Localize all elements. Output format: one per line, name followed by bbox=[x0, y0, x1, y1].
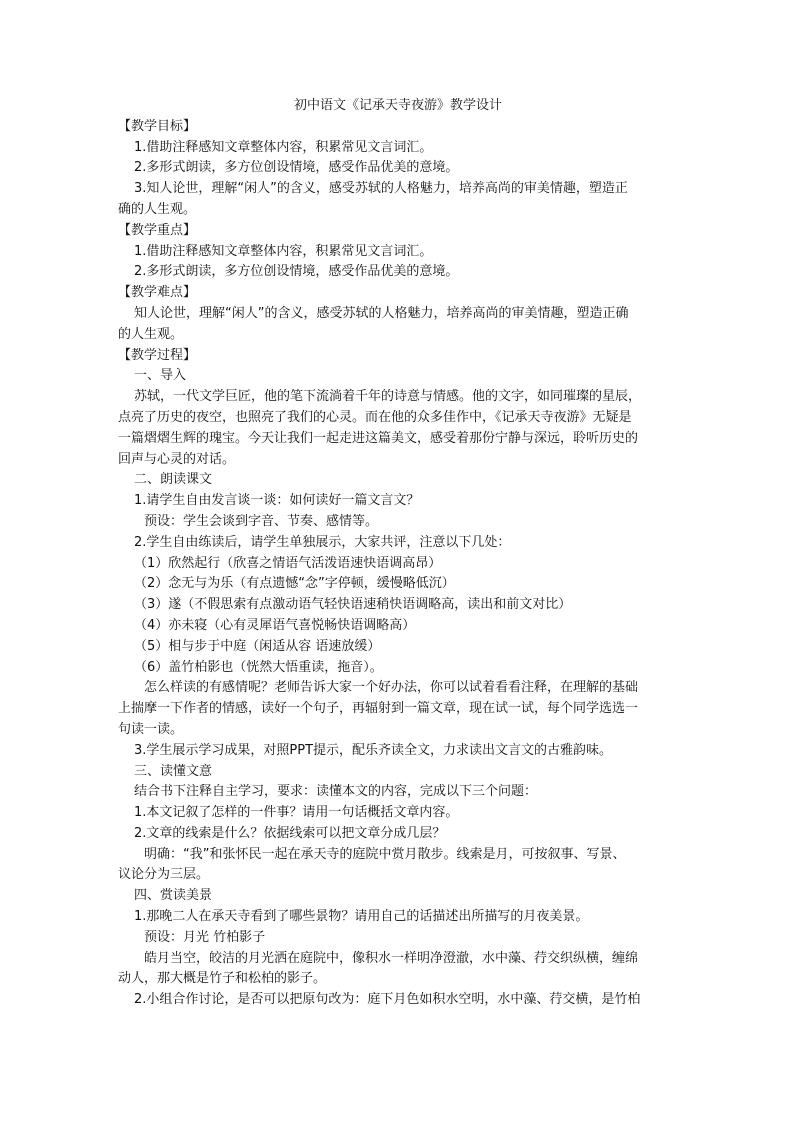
text-line: （5）相与步于中庭（闲适从容 语速放缓） bbox=[134, 638, 381, 654]
text-line: 2.多形式朗读，多方位创设情境，感受作品优美的意境。 bbox=[134, 264, 459, 280]
text-line: 上揣摩一下作者的情感，读好一个句子，再辐射到一篇文章，现在试一试，每个同学选选一 bbox=[118, 701, 639, 717]
text-line: 议论分为三层。 bbox=[118, 867, 210, 883]
text-line: 2.学生自由练读后，请学生单独展示，大家共评，注意以下几处： bbox=[134, 534, 511, 550]
text-line: 【教学过程】 bbox=[118, 347, 197, 363]
text-line: （1）欣然起行（欣喜之情语气活泼语速快语调高昂） bbox=[134, 555, 442, 571]
text-line: 3.学生展示学习成果，对照PPT提示，配乐齐读全文，力求读出文言文的古雅韵味。 bbox=[134, 742, 613, 758]
text-line: 点亮了历史的夜空，也照亮了我们的心灵。而在他的众多佳作中，《记承天寺夜游》无疑是 bbox=[118, 409, 632, 425]
text-line: 1.借助注释感知文章整体内容，积累常见文言词汇。 bbox=[134, 139, 433, 155]
text-line: 的人生观。 bbox=[118, 326, 184, 342]
text-line: （6）盖竹柏影也（恍然大悟重读，拖音）。 bbox=[134, 659, 383, 675]
text-line: 皓月当空，皎洁的月光洒在庭院中，像积水一样明净澄澈，水中藻、荇交织纵横，缠绵 bbox=[144, 950, 639, 966]
text-line: 【教学目标】 bbox=[118, 118, 197, 134]
text-line: 3.知人论世，理解“闲人”的含义，感受苏轼的人格魅力，培养高尚的审美情趣，塑造正 bbox=[134, 181, 628, 197]
text-line: 动人，那大概是竹子和松柏的影子。 bbox=[118, 971, 327, 987]
text-line: 【教学重点】 bbox=[118, 222, 197, 238]
text-line: 确的人生观。 bbox=[118, 201, 197, 217]
document-lines bbox=[118, 117, 678, 1011]
text-line: 1.那晚二人在承天寺看到了哪些景物？请用自己的话描述出所描写的月夜美景。 bbox=[134, 909, 589, 925]
text-line: 苏轼，一代文学巨匠，他的笔下流淌着千年的诗意与情感。他的文字，如同璀璨的星辰， bbox=[134, 389, 642, 405]
text-line: （2）念无与为乐（有点遗憾“念”字停顿，缓慢略低沉） bbox=[134, 576, 455, 592]
text-line: 2.小组合作讨论，是否可以把原句改为：庭下月色如积水空明，水中藻、荇交横，是竹柏 bbox=[134, 992, 641, 1008]
text-line: 句读一读。 bbox=[118, 721, 184, 737]
text-line: 2.文章的线索是什么？依据线索可以把文章分成几层？ bbox=[134, 825, 446, 841]
text-line: 怎么样读的有感情呢？老师告诉大家一个好办法，你可以试着看看注释，在理解的基础 bbox=[144, 680, 639, 696]
text-line: 一、导入 bbox=[134, 368, 187, 384]
document-title: 初中语文《记承天寺夜游》教学设计 bbox=[293, 98, 502, 113]
text-line: 预设：月光 竹柏影子 bbox=[144, 929, 266, 945]
text-line: 四、赏读美景 bbox=[134, 888, 213, 904]
text-line: 预设：学生会谈到字音、节奏、感情等。 bbox=[144, 513, 379, 529]
text-line: 2.多形式朗读，多方位创设情境，感受作品优美的意境。 bbox=[134, 160, 459, 176]
text-line: 知人论世，理解“闲人”的含义，感受苏轼的人格魅力，培养高尚的审美情趣，塑造正确 bbox=[134, 305, 629, 321]
text-line: 【教学难点】 bbox=[118, 285, 197, 301]
text-line: （4）亦未寝（心有灵犀语气喜悦畅快语调略高） bbox=[134, 617, 416, 633]
document-body bbox=[118, 96, 678, 1011]
text-line: 三、读懂文意 bbox=[134, 763, 213, 779]
text-line: 一篇熠熠生辉的瑰宝。今天让我们一起走进这篇美文，感受着那份宁静与深远，聆听历史的 bbox=[118, 430, 639, 446]
text-line: 1.请学生自由发言谈一谈：如何读好一篇文言文？ bbox=[134, 493, 420, 509]
text-line: 结合书下注释自主学习，要求：读懂本文的内容，完成以下三个问题： bbox=[134, 784, 538, 800]
text-line: 明确：“我”和张怀民一起在承天寺的庭院中赏月散步。线索是月，可按叙事、写景、 bbox=[144, 846, 626, 862]
text-line: 回声与心灵的对话。 bbox=[118, 451, 236, 467]
text-line: 1.借助注释感知文章整体内容，积累常见文言词汇。 bbox=[134, 243, 433, 259]
text-line: 二、朗读课文 bbox=[134, 472, 213, 488]
text-line: （3）遂（不假思索有点激动语气轻快语速稍快语调略高，读出和前文对比） bbox=[134, 597, 572, 613]
text-line: 1.本文记叙了怎样的一件事？请用一句话概括文章内容。 bbox=[134, 805, 459, 821]
